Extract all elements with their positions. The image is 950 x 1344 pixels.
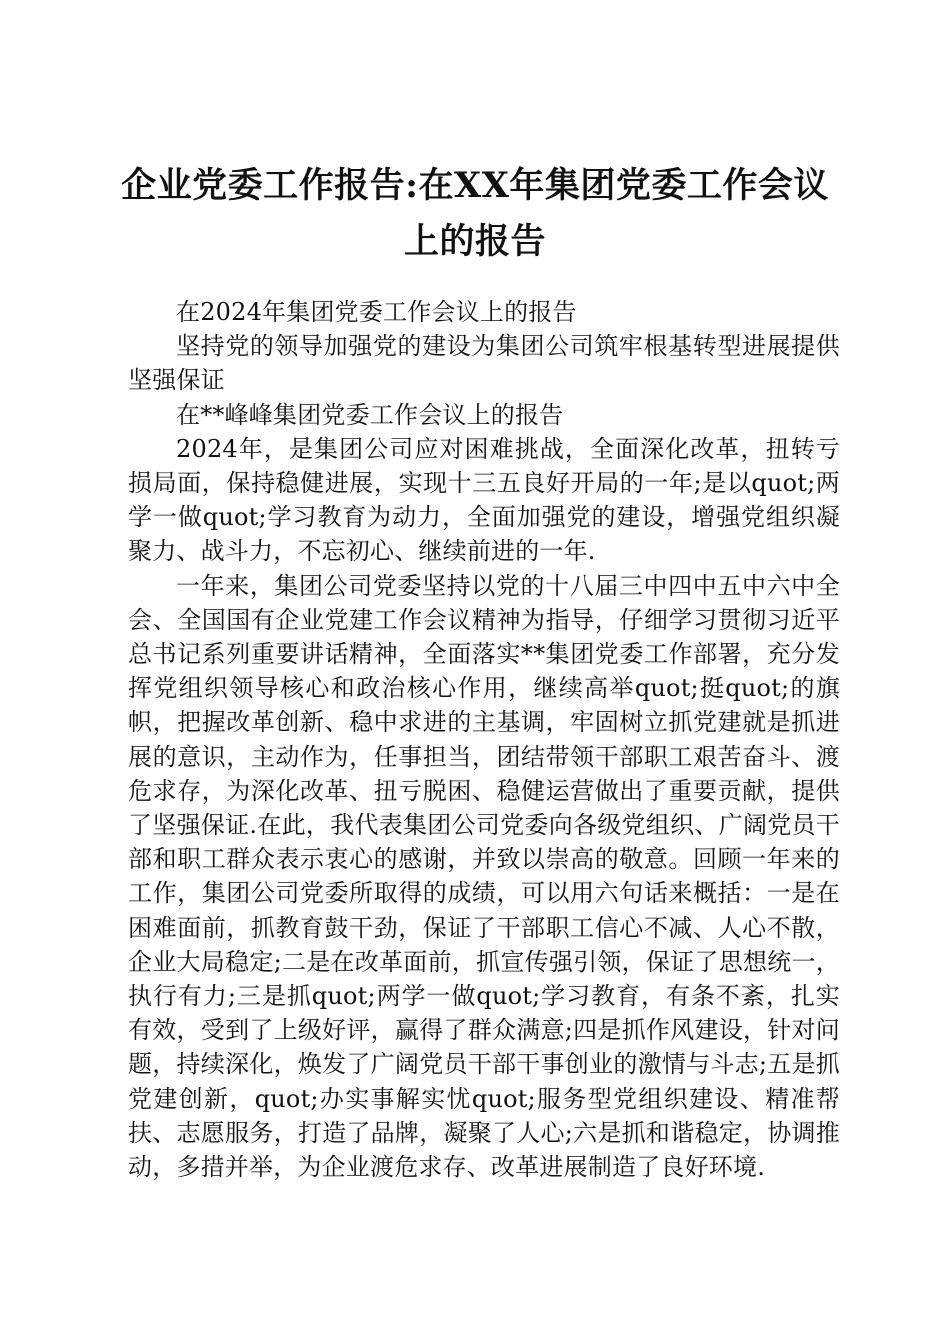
paragraph-review: 一年来，集团公司党委坚持以党的十八届三中四中五中六中全会、全国国有企业党建工作会议精神为指导，仔细学习贯彻习近平总书记系列重要讲话精神，全面落实**集团党委工作部署，充分发挥党组织领导核心和政治核心作用，继续高举quot;挺quot;的旗帜，把握改革创新、稳中求进的主基调，牢固树立抓党建就是抓进展的意识，主动作为，任事担当，团结带领干部职工艰苦奋斗、渡危求存，为深化改革、扭亏脱困、稳健运营做出了重要贡献，提供了坚强保证.在此，我代表集团公司党委向各级党组织、广阔党员干部和职工群众表示衷心的感谢，并致以崇高的敬意。回顾一年来的工作，集团公司党委所取得的成绩，可以用六句话来概括：一是在困难面前，抓教育鼓干劲，保证了干部职工信心不减、人心不散，企业大局稳定;二是在改革面前，抓宣传强引领，保证了思想统一，执行有力;三是抓quot;两学一做quot;学习教育，有条不紊，扎实有效，受到了上级好评，赢得了群众满意;四是抓作风建设，针对问题，持续深化，焕发了广阔党员干部干事创业的激情与斗志;五是抓党建创新，quot;办实事解实忧quot;服务型党组织建设、精准帮扶、志愿服务，打造了品牌，凝聚了人心;六是抓和谐稳定，协调推动，多措并举，为企业渡危求存、改革进展制造了良好环境.	[128, 571, 840, 1182]
document-title: 企业党委工作报告:在XX年集团党委工作会议上的报告	[121, 165, 829, 262]
paragraph-meeting-line: 在**峰峰集团党委工作会议上的报告	[176, 400, 564, 429]
paragraph-heading: 坚持党的领导加强党的建设为集团公司筑牢根基转型进展提供坚强保证	[128, 332, 840, 395]
paragraph-subtitle: 在2024年集团党委工作会议上的报告	[176, 298, 577, 326]
document-body	[128, 295, 840, 1184]
paragraph-intro: 2024年，是集团公司应对困难挑战，全面深化改革，扭转亏损局面，保持稳健进展，实现十三五良好开局的一年;是以quot;两学一做quot;学习教育为动力，全面加强党的建设，增强党组织凝聚力、战斗力，不忘初心、继续前进的一年.	[128, 434, 840, 566]
